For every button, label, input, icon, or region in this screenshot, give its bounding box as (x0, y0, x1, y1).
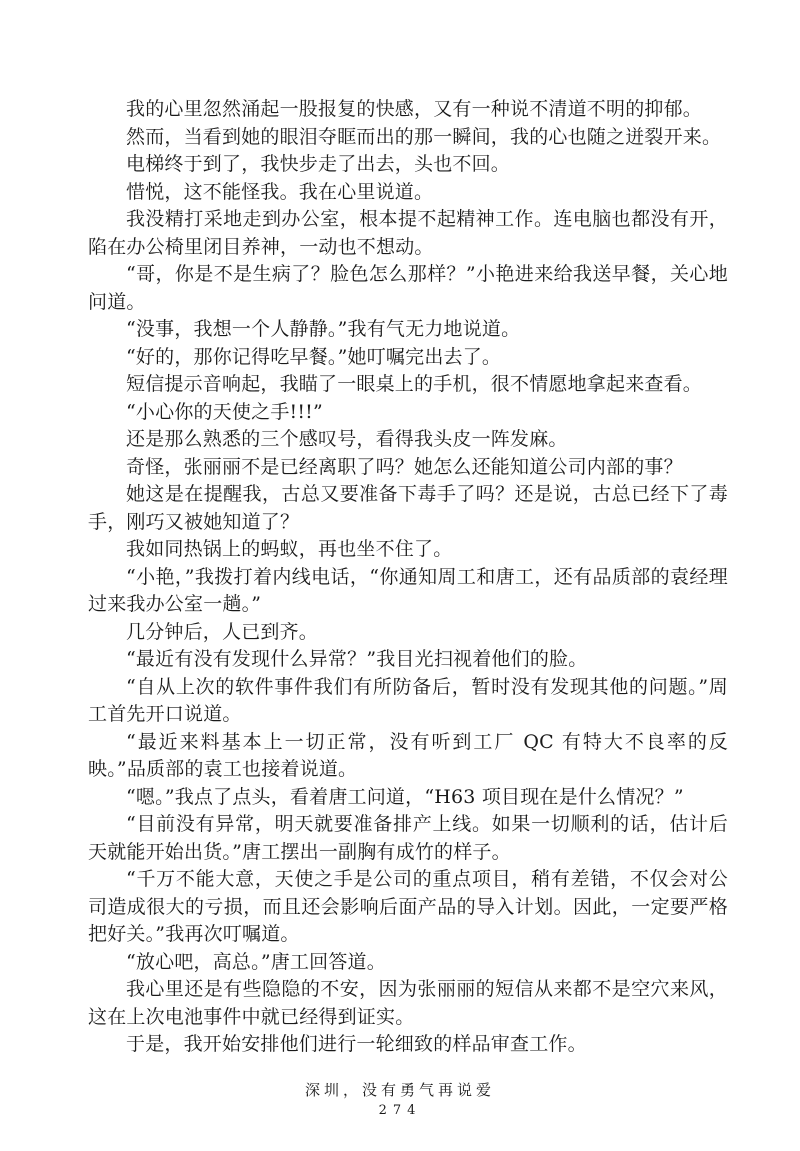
paragraph: 我的心里忽然涌起一股报复的快感，又有一种说不清道不明的抑郁。 (126, 98, 703, 120)
paragraph: “千万不能大意，天使之手是公司的重点项目，稍有差错，不仅会对公司造成很大的亏损，而且还会影响后面产品的导入计划。因此，一定要严格把好关。”我再次叮嘱道。 (88, 868, 728, 945)
paragraph: 于是，我开始安排他们进行一轮细致的样品审查工作。 (126, 1033, 587, 1055)
paragraph: 我心里还是有些隐隐的不安，因为张丽丽的短信从来都不是空穴来风，这在上次电池事件中就已经得到证实。 (88, 978, 728, 1028)
paragraph: 还是那么熟悉的三个感叹号，看得我头皮一阵发麻。 (126, 428, 568, 450)
paragraph: “最近有没有发现什么异常？”我目光扫视着他们的脸。 (126, 648, 588, 670)
paragraph: 短信提示音响起，我瞄了一眼桌上的手机，很不情愿地拿起来查看。 (126, 373, 703, 395)
paragraph: 电梯终于到了，我快步走了出去，头也不回。 (126, 153, 511, 175)
paragraph: 然而，当看到她的眼泪夺眶而出的那一瞬间，我的心也随之迸裂开来。 (126, 125, 722, 148)
paragraph: “小艳，”我拨打着内线电话，“你通知周工和唐工，还有品质部的袁经理过来我办公室一趟。” (88, 565, 728, 615)
paragraph: 奇怪，张丽丽不是已经离职了吗？她怎么还能知道公司内部的事？ (126, 455, 683, 478)
paragraph: 我如同热锅上的蚂蚁，再也坐不住了。 (126, 538, 453, 560)
chapter-body (88, 96, 728, 1059)
paragraph: 她这是在提醒我，古总又要准备下毒手了吗？还是说，古总已经下了毒手，刚巧又被她知道了？ (88, 483, 728, 533)
paragraph: “自从上次的软件事件我们有所防备后，暂时没有发现其他的问题。”周工首先开口说道。 (88, 675, 728, 725)
paragraph: “小心你的天使之手!!!” (126, 400, 323, 423)
paragraph: “最近来料基本上一切正常，没有听到工厂 QC 有特大不良率的反映。”品质部的袁工也接着说道。 (88, 730, 728, 780)
paragraph: 惜悦，这不能怪我。我在心里说道。 (126, 180, 434, 203)
paragraph: “放心吧，高总。”唐工回答道。 (126, 950, 386, 973)
paragraph: 几分钟后，人已到齐。 (126, 620, 319, 643)
paragraph: “嗯。”我点了点头，看着唐工问道，“H63 项目现在是什么情况？” (126, 785, 684, 808)
paragraph: “没事，我想一个人静静。”我有气无力地说道。 (126, 318, 521, 340)
paragraph: 我没精打采地走到办公室，根本提不起精神工作。连电脑也都没有开，陷在办公椅里闭目养神，一动也不想动。 (88, 208, 728, 258)
running-footer-title: 深圳，没有勇气再说爱 (304, 1081, 495, 1099)
paragraph: “好的，那你记得吃早餐。”她叮嘱完出去了。 (126, 345, 502, 368)
page-number: 274 (378, 1103, 422, 1118)
paragraph: “目前没有异常，明天就要准备排产上线。如果一切顺利的话，估计后天就能开始出货。”唐工摆出一副胸有成竹的样子。 (88, 813, 728, 863)
paragraph: “哥，你是不是生病了？脸色怎么那样？”小艳进来给我送早餐，关心地问道。 (88, 263, 728, 313)
